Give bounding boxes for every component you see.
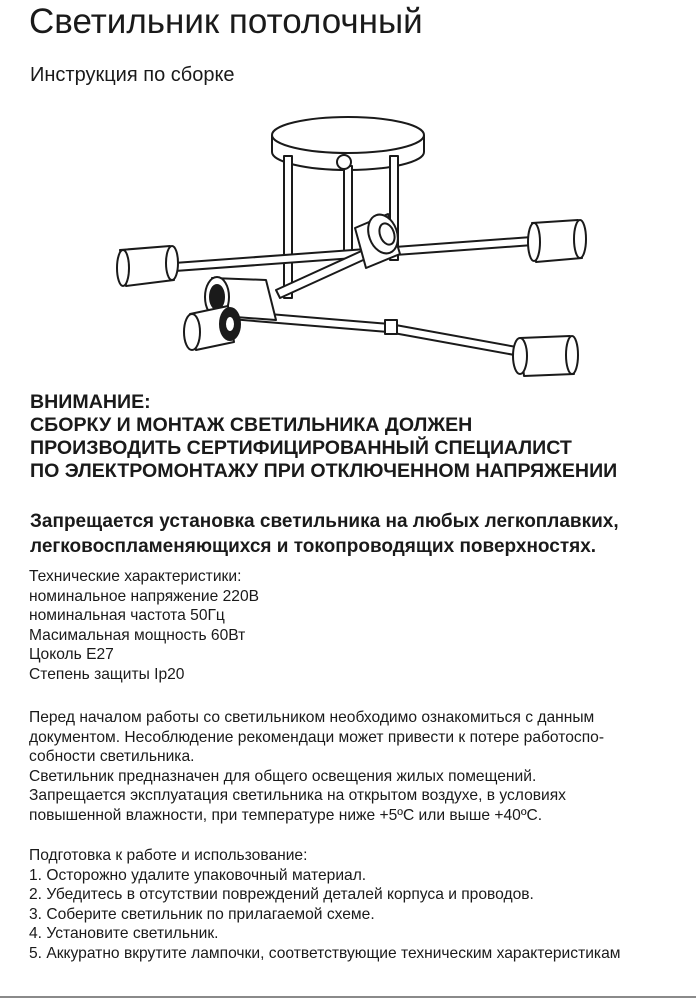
specifications-heading: Технические характеристики: <box>29 568 242 585</box>
notes-line: Перед началом работы со светильником необходимо ознакомиться с данным <box>29 709 595 726</box>
notes-line: повышенной влажности, при температуре ниже +5ºС или выше +40ºС. <box>29 806 543 824</box>
socket-front-right <box>513 336 578 376</box>
spec-item: номинальная частота 50Гц <box>29 607 225 624</box>
ceiling-lamp-illustration <box>100 110 600 390</box>
warning-block <box>30 391 617 483</box>
canopy-top <box>272 117 424 153</box>
canopy-screw <box>337 155 351 169</box>
step-item: 4. Установите светильник. <box>29 925 219 942</box>
step-item: 3. Соберите светильник по прилагаемой схеме. <box>29 905 375 923</box>
spec-item: Степень защиты Ip20 <box>29 665 185 683</box>
prohibition-block <box>30 509 619 559</box>
warning-line: ПРОИЗВОДИТЬ СЕРТИФИЦИРОВАННЫЙ СПЕЦИАЛИСТ <box>30 437 572 459</box>
warning-line: СБОРКУ И МОНТАЖ СВЕТИЛЬНИКА ДОЛЖЕН <box>30 414 473 436</box>
socket-right <box>528 220 586 262</box>
spec-item: Цоколь Е27 <box>29 646 114 663</box>
notes-line: Светильник предназначен для общего освещения жилых помещений. <box>29 767 537 785</box>
document-subtitle: Инструкция по сборке <box>30 64 235 86</box>
step-item: 2. Убедитесь в отсутствии повреждений деталей корпуса и проводов. <box>29 886 534 903</box>
steps-block <box>29 846 620 963</box>
bottom-divider <box>0 996 696 998</box>
support-rod <box>344 166 352 262</box>
socket-left <box>117 246 178 286</box>
arm-coupling <box>385 320 397 334</box>
document-title: Светильник потолочный <box>29 2 423 41</box>
step-item: 5. Аккуратно вкрутите лампочки, соответствующие техническим характеристикам <box>29 944 621 962</box>
spec-item: Масимальная мощность 60Вт <box>29 626 246 644</box>
socket-front-low <box>184 306 240 350</box>
steps-heading: Подготовка к работе и использование: <box>29 847 308 864</box>
notes-block <box>29 708 604 825</box>
prohibition-line: Запрещается установка светильника на любых легкоплавких, <box>30 511 619 532</box>
warning-line: ПО ЭЛЕКТРОМОНТАЖУ ПРИ ОТКЛЮЧЕННОМ НАПРЯЖЕНИИ <box>30 460 618 482</box>
support-rod <box>284 156 292 298</box>
notes-line: Запрещается эксплуатация светильника на открытом воздухе, в условиях <box>29 787 566 804</box>
step-item: 1. Осторожно удалите упаковочный материал. <box>29 866 367 884</box>
specifications-block <box>29 567 259 684</box>
notes-line: собности светильника. <box>29 748 195 765</box>
notes-line: документом. Несоблюдение рекомендаци может привести к потере работоспо- <box>29 728 605 746</box>
spec-item: номинальное напряжение 220В <box>29 587 260 605</box>
prohibition-line: легковоспламеняющихся и токопроводящих поверхностях. <box>30 536 597 557</box>
warning-heading: ВНИМАНИЕ: <box>30 391 151 413</box>
